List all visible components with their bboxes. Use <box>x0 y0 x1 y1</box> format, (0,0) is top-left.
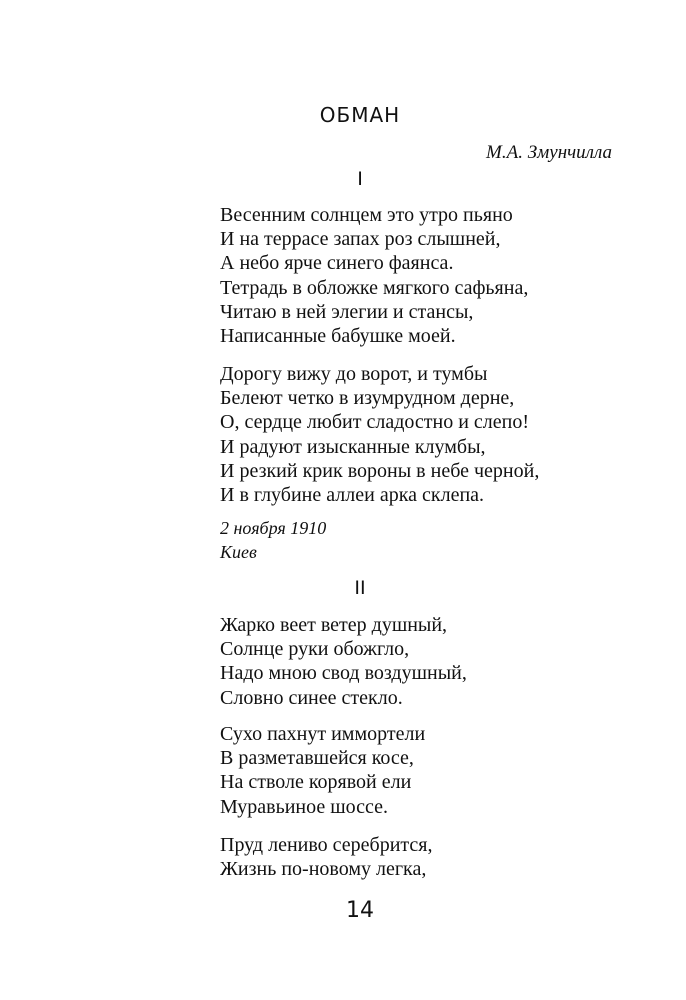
verse-line: Солнце руки обожгло, <box>220 638 410 661</box>
section-numeral-ii: II <box>354 577 366 599</box>
page-number: 14 <box>346 898 374 923</box>
verse-line: На стволе корявой ели <box>220 771 412 794</box>
verse-line: И в глубине аллеи арка склепа. <box>220 484 485 507</box>
verse-line: В разметавшейся косе, <box>220 747 414 770</box>
verse-line: Пруд лениво серебрится, <box>220 834 433 856</box>
verse-line: И резкий крик вороны в небе черной, <box>220 459 540 482</box>
stanza <box>220 203 528 348</box>
verse-line: А небо ярче синего фаянса. <box>220 252 454 275</box>
stanza <box>220 833 432 881</box>
section-numeral-i: I <box>357 168 363 190</box>
verse-line: Жарко веет ветер душный, <box>220 614 448 636</box>
poem-place: Киев <box>220 542 257 562</box>
verse-line: И на террасе запах роз слышней, <box>220 228 501 251</box>
verse-line: Написанные бабушке моей. <box>220 325 456 348</box>
verse-line: Надо мною свод воздушный, <box>220 662 467 685</box>
verse-line: Тетрадь в обложке мягкого сафьяна, <box>220 276 529 299</box>
stanza <box>220 613 467 710</box>
poem-date: 2 ноября 1910 <box>220 518 327 538</box>
poem-title: ОБМАН <box>319 103 401 127</box>
verse-line: Читаю в ней элегии и стансы, <box>220 300 474 323</box>
verse-line: Словно синее стекло. <box>220 686 403 709</box>
verse-line: И радуют изысканные клумбы, <box>220 435 486 458</box>
verse-line: Сухо пахнут иммортели <box>220 723 426 745</box>
verse-line: Белеют четко в изумрудном дерне, <box>220 387 515 410</box>
verse-line: Жизнь по-новому легка, <box>220 858 427 881</box>
epigraph-dedication: М.А. Змунчилла <box>486 142 612 163</box>
stanza <box>220 722 425 819</box>
verse-line: Весенним солнцем это утро пьяно <box>220 204 513 226</box>
verse-line: Муравьиное шоссе. <box>220 795 389 818</box>
verse-line: О, сердце любит сладостно и слепо! <box>220 411 530 434</box>
verse-line: Дорогу вижу до ворот, и тумбы <box>220 363 488 385</box>
stanza <box>220 362 539 507</box>
